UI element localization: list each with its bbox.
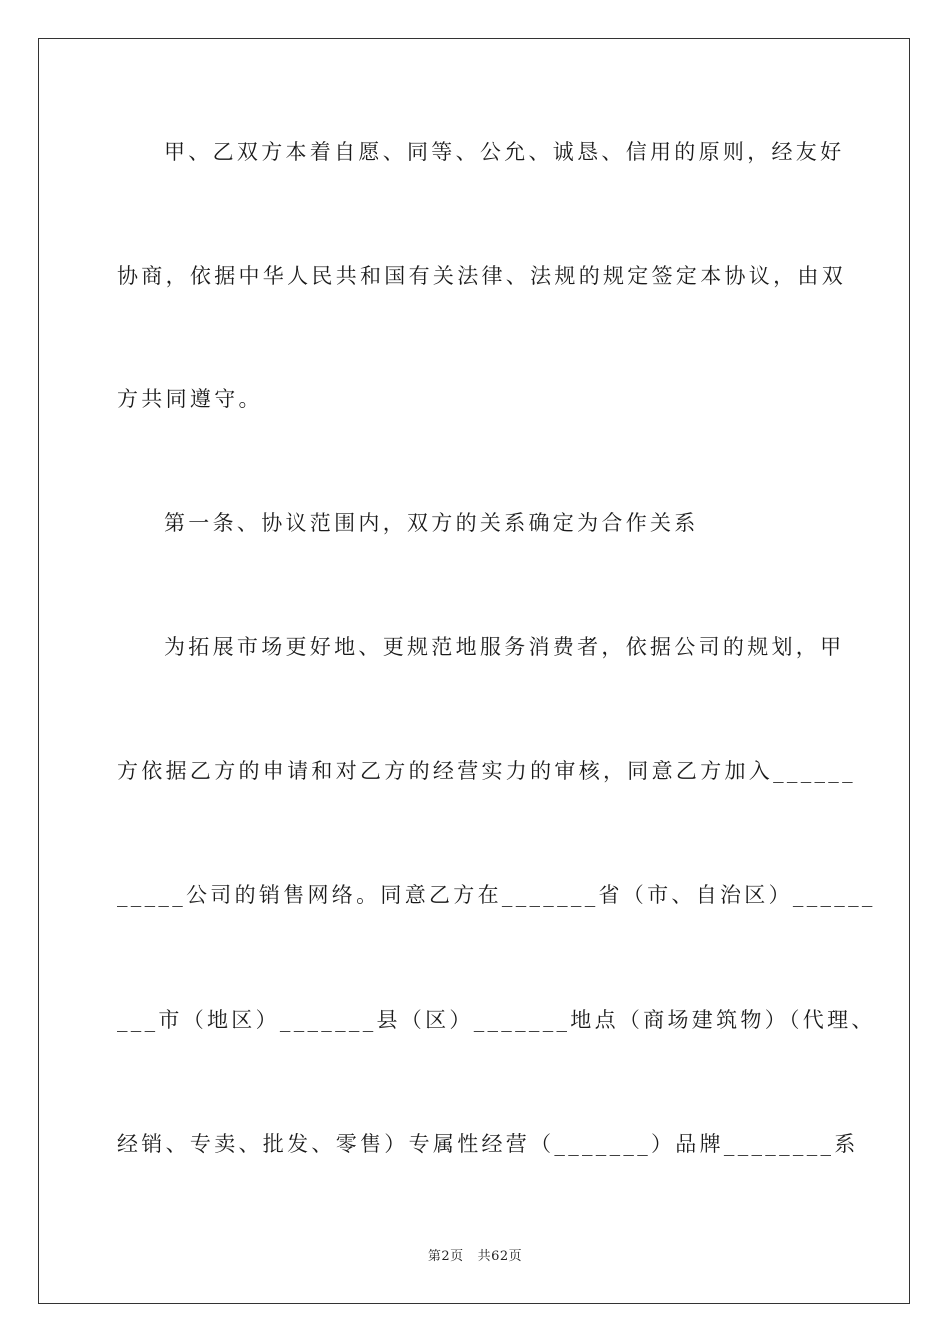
paragraph-line: 协商，依据中华人民共和国有关法律、法规的规定签定本协议，由双 [117,264,846,288]
paragraph-line: 甲、乙双方本着自愿、同等、公允、诚恳、信用的原则，经友好 [164,140,845,164]
page-border [38,38,910,1304]
paragraph-line: 方共同遵守。 [117,387,263,411]
section-heading: 第一条、协议范围内，双方的关系确定为合作关系 [164,511,699,535]
page-number: 第2页 [427,1249,464,1264]
total-pages: 共62页 [477,1249,523,1264]
paragraph-line: 经销、专卖、批发、零售）专属性经营（_______）品牌________系 [117,1132,859,1156]
paragraph-line: 为拓展市场更好地、更规范地服务消费者，依据公司的规划，甲 [164,635,845,659]
paragraph-line: ___市（地区）_______县（区）_______地点（商场建筑物）（代理、 [117,1008,876,1032]
page-footer [0,1245,950,1264]
paragraph-line: _____公司的销售网络。同意乙方在_______省（市、自治区）______ [117,883,876,907]
paragraph-line: 方依据乙方的申请和对乙方的经营实力的审核，同意乙方加入______ [117,759,856,783]
